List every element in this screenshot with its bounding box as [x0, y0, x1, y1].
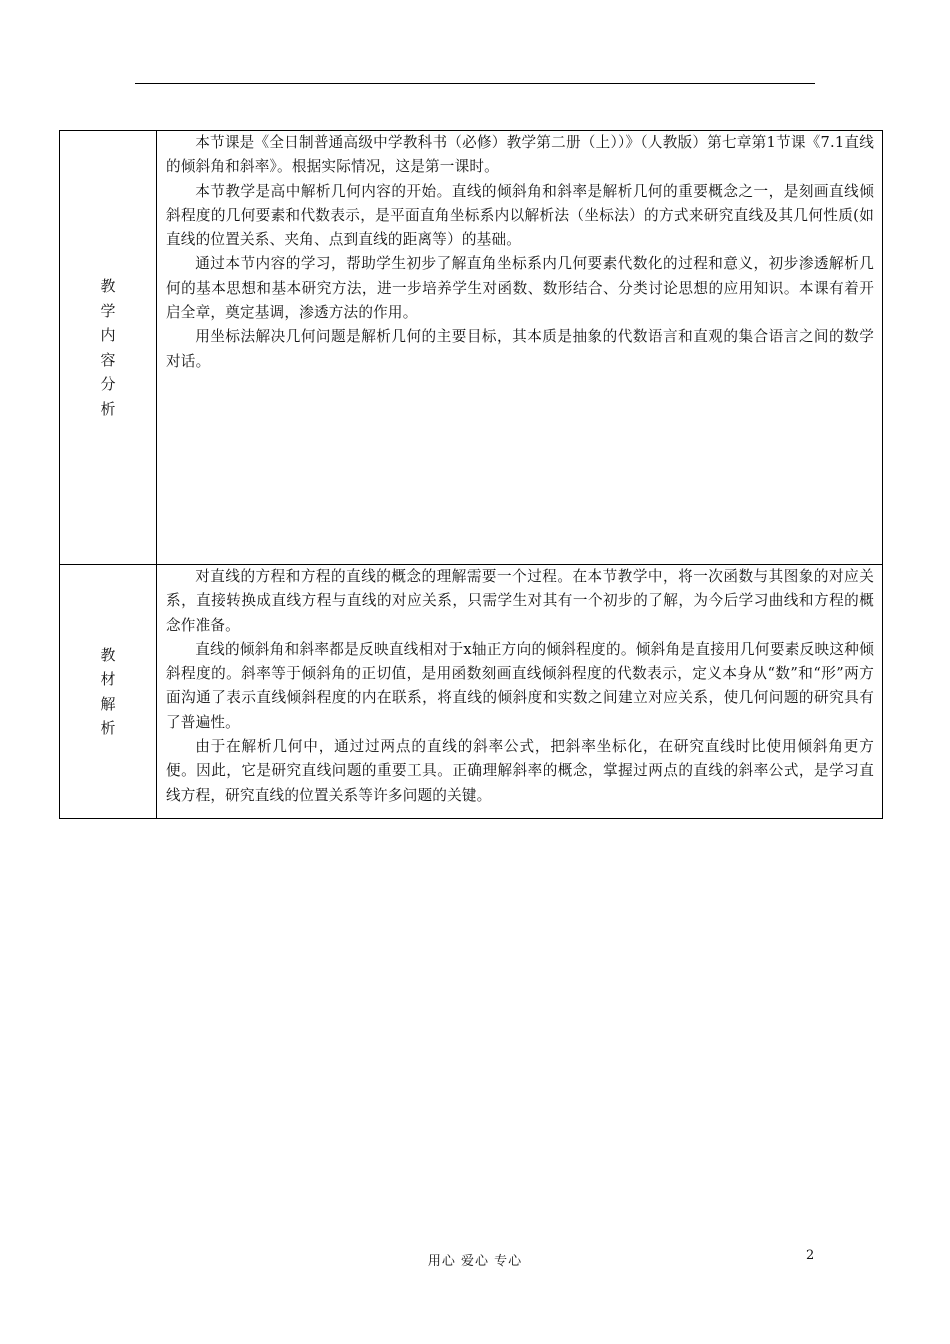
row-label-cell [60, 565, 157, 819]
paragraph: 对直线的方程和方程的直线的概念的理解需要一个过程。在本节教学中，将一次函数与其图象的对应关系，直接转换成直线方程与直线的对应关系，只需学生对其有一个初步的了解，为今后学习曲线和方程的概念作准备。 [166, 568, 874, 634]
row-label-textbook-analysis: 教材解析 [100, 645, 116, 737]
footer-motto: 用心 爱心 专心 [427, 1254, 523, 1269]
row-label-content-analysis: 教学内容分析 [100, 277, 116, 418]
lesson-analysis-table [59, 130, 883, 819]
paragraph: 本节课是《全日制普通高级中学教科书（必修）教学第二册（上））》（人教版）第七章第1节课《7.1直线的倾斜角和斜率》。根据实际情况，这是第一课时。 [166, 134, 874, 176]
table-row-textbook-analysis [60, 565, 883, 819]
header-rule [135, 83, 815, 84]
paragraph: 由于在解析几何中，通过过两点的直线的斜率公式，把斜率坐标化，在研究直线时比使用倾斜角更方便。因此，它是研究直线问题的重要工具。正确理解斜率的概念，掌握过两点的直线的斜率公式，是学习直线方程，研究直线的位置关系等许多问题的关键。 [166, 738, 874, 804]
paragraph: 本节教学是高中解析几何内容的开始。直线的倾斜角和斜率是解析几何的重要概念之一，是刻画直线倾斜程度的几何要素和代数表示，是平面直角坐标系内以解析法（坐标法）的方式来研究直线及其几何性质(如直线的位置关系、夹角、点到直线的距离等）的基础。 [166, 182, 874, 249]
row-label-cell [60, 131, 157, 565]
page-number: 2 [806, 1248, 815, 1263]
row-content-cell [157, 131, 883, 565]
paragraph: 直线的倾斜角和斜率都是反映直线相对于x轴正方向的倾斜程度的。倾斜角是直接用几何要素反映这种倾斜程度的。斜率等于倾斜角的正切值，是用函数刻画直线倾斜程度的代数表示，定义本身从“数”和“形”两方面沟通了表示直线倾斜程度的内在联系，将直线的倾斜度和实数之间建立对应关系，使几何问题的研究具有了普遍性。 [166, 640, 874, 731]
paragraph: 通过本节内容的学习，帮助学生初步了解直角坐标系内几何要素代数化的过程和意义，初步渗透解析几何的基本思想和基本研究方法，进一步培养学生对函数、数形结合、分类讨论思想的应用知识。本课有着开启全章，奠定基调，渗透方法的作用。 [166, 255, 874, 322]
table-row-content-analysis [60, 131, 883, 565]
row-content-cell [157, 565, 883, 819]
paragraph: 用坐标法解决几何问题是解析几何的主要目标，其本质是抽象的代数语言和直观的集合语言之间的数学对话。 [166, 328, 874, 370]
